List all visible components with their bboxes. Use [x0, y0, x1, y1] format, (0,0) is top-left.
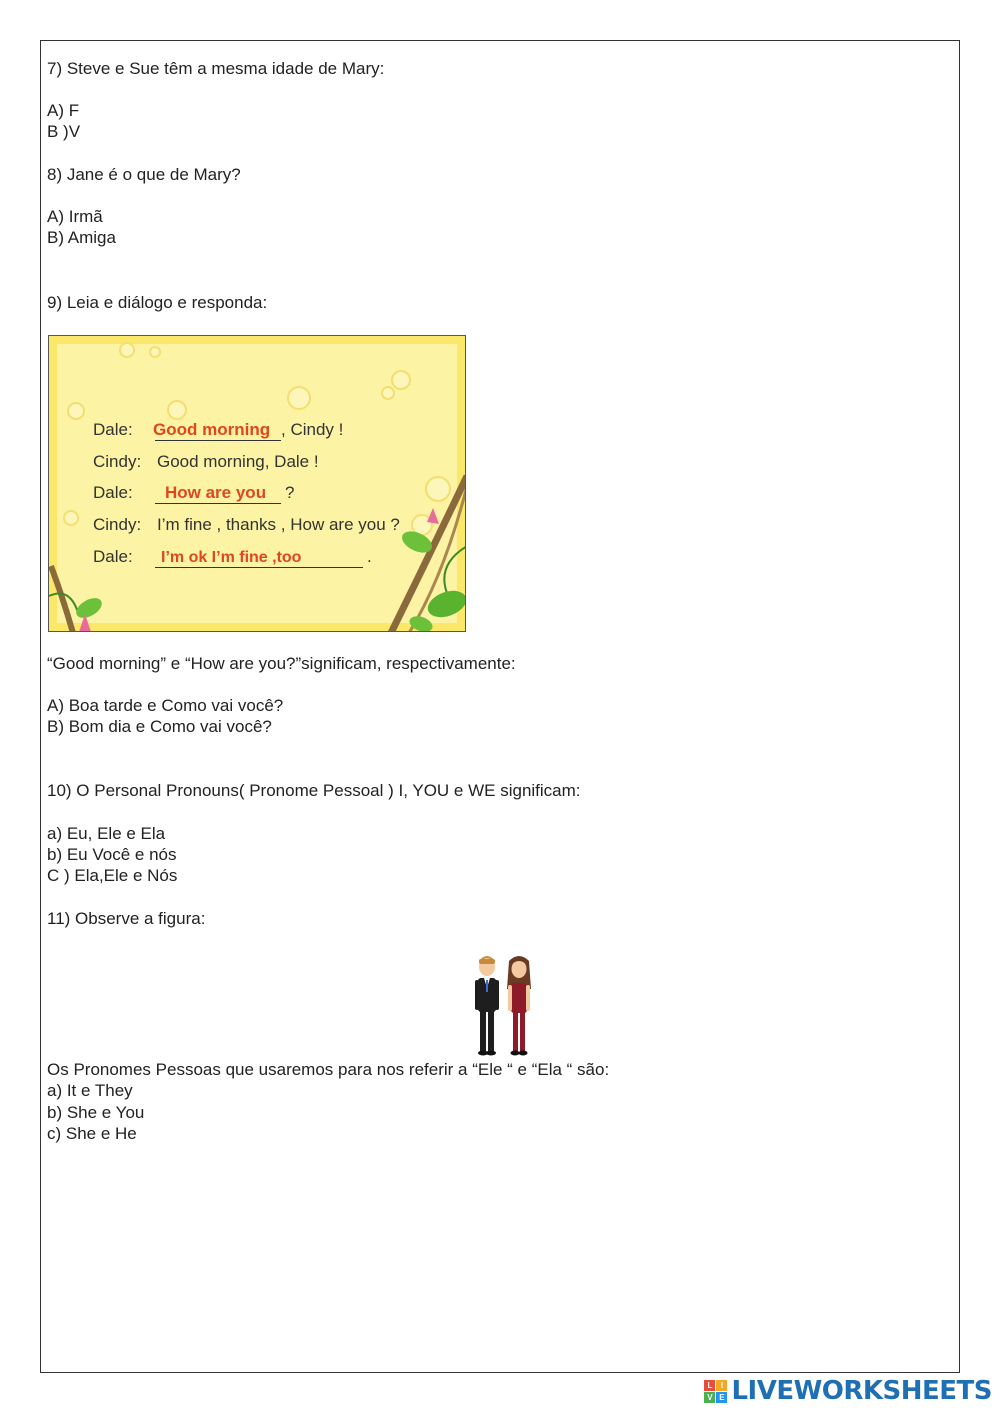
logo-letter: I [716, 1380, 727, 1391]
dialogue-line-2: Good morning, Dale ! [157, 452, 319, 471]
couple-illustration [469, 953, 541, 1057]
q7-option-a[interactable]: A) F [47, 101, 80, 120]
q11-prompt: Os Pronomes Pessoas que usaremos para nos referir a “Ele “ e “Ela “ são: [47, 1060, 610, 1079]
answer-underline [155, 503, 281, 504]
liveworksheets-logo-icon [704, 1380, 727, 1403]
q11-option-c[interactable]: c) She e He [47, 1124, 137, 1143]
worksheet-page [40, 40, 960, 1373]
dialogue-line-3: ? [285, 483, 295, 502]
q11-option-b[interactable]: b) She e You [47, 1103, 145, 1122]
dialogue-line-5: . [367, 547, 372, 566]
logo-letter: L [704, 1380, 715, 1391]
q10-option-b[interactable]: b) Eu Você e nós [47, 845, 177, 864]
q10-question: 10) O Personal Pronouns( Pronome Pessoal ) I, YOU e WE significam: [47, 781, 581, 800]
q11-option-a[interactable]: a) It e They [47, 1081, 133, 1100]
dialogue-line-1: , Cindy ! [281, 420, 344, 439]
speaker-label: Cindy: [93, 515, 142, 534]
q8-option-a[interactable]: A) Irmã [47, 207, 103, 226]
speaker-label: Dale: [93, 483, 133, 502]
q10-option-a[interactable]: a) Eu, Ele e Ela [47, 824, 166, 843]
answer-how-are-you[interactable]: How are you [165, 483, 267, 502]
answer-im-fine[interactable]: I’m ok I’m fine ,too [161, 549, 302, 566]
q7-question: 7) Steve e Sue têm a mesma idade de Mary: [47, 59, 385, 78]
answer-underline [155, 440, 281, 441]
q10-option-c[interactable]: C ) Ela,Ele e Nós [47, 866, 178, 885]
dialogue-line-4: I’m fine , thanks , How are you ? [157, 515, 400, 534]
logo-letter: V [704, 1392, 715, 1403]
q8-option-b[interactable]: B) Amiga [47, 228, 116, 247]
speaker-label: Cindy: [93, 452, 142, 471]
q11-question: 11) Observe a figura: [47, 909, 206, 928]
q7-option-b[interactable]: B )V [47, 122, 81, 141]
speaker-label: Dale: [93, 547, 133, 566]
speaker-label: Dale: [93, 420, 133, 439]
q8-question: 8) Jane é o que de Mary? [47, 165, 241, 184]
q9-question: 9) Leia e diálogo e responda: [47, 293, 268, 312]
logo-letter: E [716, 1392, 727, 1403]
answer-good-morning[interactable]: Good morning [153, 420, 271, 439]
brand-name: LIVEWORKSHEETS [731, 1376, 992, 1406]
q9-option-a[interactable]: A) Boa tarde e Como vai você? [47, 696, 284, 715]
q9-prompt: “Good morning” e “How are you?”significam, respectivamente: [47, 654, 516, 673]
liveworksheets-brand[interactable] [704, 1377, 992, 1405]
dialogue-image [48, 335, 466, 632]
q9-option-b[interactable]: B) Bom dia e Como vai você? [47, 717, 272, 736]
